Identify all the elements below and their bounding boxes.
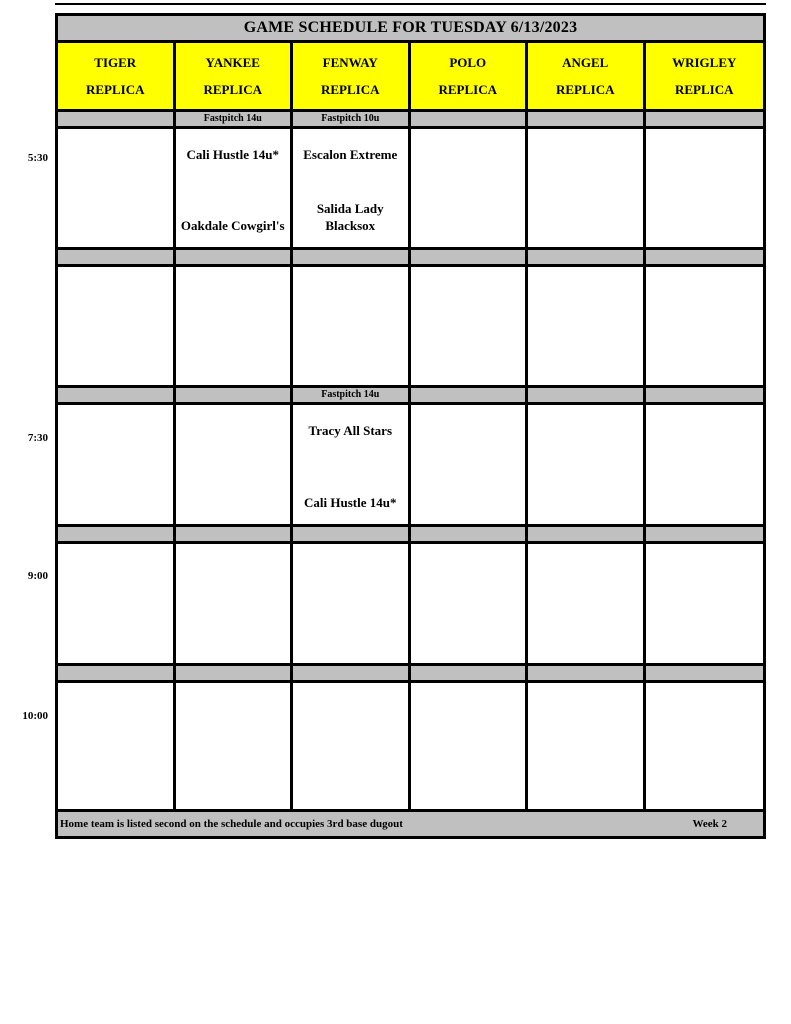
division-row-530 xyxy=(58,112,763,129)
game-cell xyxy=(176,544,294,663)
time-label-900: 9:00 xyxy=(27,570,48,582)
division-label xyxy=(646,527,764,541)
field-name: POLO xyxy=(449,54,487,70)
schedule-table xyxy=(55,13,766,839)
game-cell xyxy=(58,129,176,247)
footer-bar xyxy=(58,812,763,836)
division-label xyxy=(528,666,646,680)
time-label-730: 7:30 xyxy=(27,432,48,444)
field-header-fenway xyxy=(293,43,411,109)
division-label: Fastpitch 14u xyxy=(293,388,411,402)
time-label-530: 5:30 xyxy=(27,152,48,164)
division-label xyxy=(58,112,176,126)
game-cell xyxy=(646,544,764,663)
division-row-900 xyxy=(58,527,763,544)
visitor-team-name: Escalon Extreme xyxy=(303,147,398,162)
division-label xyxy=(176,666,294,680)
field-type: REPLICA xyxy=(674,81,734,97)
field-type: REPLICA xyxy=(320,81,380,97)
field-type: REPLICA xyxy=(203,81,262,97)
division-label: Fastpitch 10u xyxy=(293,112,411,126)
division-label xyxy=(176,250,294,264)
division-label xyxy=(646,250,764,264)
division-label xyxy=(646,388,764,402)
division-label xyxy=(411,112,529,126)
division-label xyxy=(58,388,176,402)
footer-note: Home team is listed second on the schedule and occupies 3rd base dugout xyxy=(60,818,403,830)
division-label xyxy=(528,527,646,541)
game-cell xyxy=(528,544,646,663)
division-row-730 xyxy=(58,388,763,405)
division-label xyxy=(411,250,529,264)
game-row-730 xyxy=(58,405,763,527)
time-label-1000: 10:00 xyxy=(22,710,48,722)
division-label xyxy=(176,388,294,402)
field-name: WRIGLEY xyxy=(672,54,737,70)
field-type: REPLICA xyxy=(555,81,615,97)
division-label xyxy=(176,527,294,541)
game-cell xyxy=(176,683,294,809)
game-cell xyxy=(411,129,529,247)
home-team-name: Cali Hustle 14u* xyxy=(304,495,397,511)
game-cell xyxy=(176,267,294,385)
game-cell xyxy=(176,405,294,524)
field-header-wrigley xyxy=(646,43,764,109)
division-row-blank xyxy=(58,250,763,267)
game-row-1000 xyxy=(58,683,763,812)
game-cell xyxy=(176,129,294,247)
division-label xyxy=(58,666,176,680)
visitor-team-name: Tracy All Stars xyxy=(308,423,393,438)
division-label xyxy=(411,527,529,541)
division-label xyxy=(646,112,764,126)
game-cell xyxy=(646,405,764,524)
game-cell xyxy=(411,405,529,524)
game-cell xyxy=(293,129,411,247)
game-row-blank xyxy=(58,267,763,388)
field-type: REPLICA xyxy=(85,81,145,97)
game-cell xyxy=(646,683,764,809)
division-label xyxy=(293,527,411,541)
game-cell xyxy=(293,683,411,809)
field-name: YANKEE xyxy=(205,54,260,70)
field-header-yankee xyxy=(176,43,294,109)
game-cell xyxy=(58,267,176,385)
division-label xyxy=(58,250,176,264)
week-label: Week 2 xyxy=(692,818,727,830)
game-cell xyxy=(411,683,529,809)
division-label xyxy=(411,666,529,680)
home-team-name: Salida Lady Blacksox xyxy=(316,201,384,234)
game-cell xyxy=(293,405,411,524)
division-label: Fastpitch 14u xyxy=(176,112,294,126)
game-cell xyxy=(528,267,646,385)
game-cell xyxy=(411,267,529,385)
division-label xyxy=(528,250,646,264)
game-cell xyxy=(58,405,176,524)
game-cell xyxy=(411,544,529,663)
division-label xyxy=(646,666,764,680)
game-cell xyxy=(646,129,764,247)
division-label xyxy=(528,112,646,126)
division-label xyxy=(411,388,529,402)
field-header-angel xyxy=(528,43,646,109)
division-label xyxy=(58,527,176,541)
field-name: ANGEL xyxy=(562,54,609,70)
division-label xyxy=(293,250,411,264)
top-rule-line xyxy=(55,3,766,5)
field-type: REPLICA xyxy=(438,81,497,97)
game-cell xyxy=(58,544,176,663)
field-header-row xyxy=(58,43,763,112)
field-name: FENWAY xyxy=(322,54,378,70)
game-cell xyxy=(528,405,646,524)
game-cell xyxy=(646,267,764,385)
division-row-1000 xyxy=(58,666,763,683)
page-title: GAME SCHEDULE FOR TUESDAY 6/13/2023 xyxy=(58,16,763,43)
field-header-tiger xyxy=(58,43,176,109)
game-cell xyxy=(58,683,176,809)
game-cell xyxy=(528,129,646,247)
field-header-polo xyxy=(411,43,529,109)
game-row-900 xyxy=(58,544,763,666)
game-cell xyxy=(293,267,411,385)
game-row-530 xyxy=(58,129,763,250)
home-team-name: Oakdale Cowgirl's xyxy=(180,218,285,234)
division-label xyxy=(528,388,646,402)
division-label xyxy=(293,666,411,680)
game-cell xyxy=(528,683,646,809)
visitor-team-name: Cali Hustle 14u* xyxy=(186,147,279,162)
game-cell xyxy=(293,544,411,663)
field-name: TIGER xyxy=(94,54,137,70)
